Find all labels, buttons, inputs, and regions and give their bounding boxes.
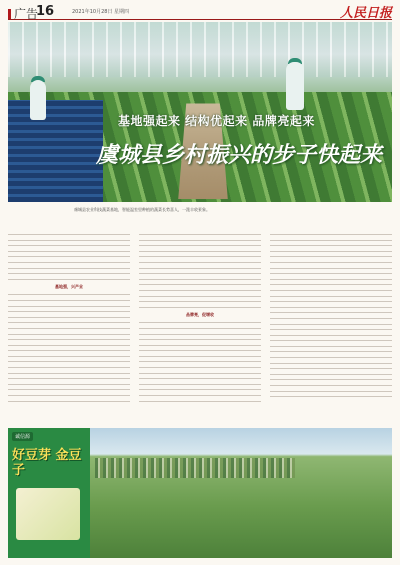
article-subhead: 基地强，兴产业	[55, 284, 83, 290]
seedling-trays	[8, 100, 103, 202]
hero-headline: 虞城县乡村振兴的步子快起来	[96, 142, 383, 168]
page-header	[8, 5, 392, 20]
field-workers	[95, 458, 295, 478]
page-number: 16	[36, 4, 55, 19]
bean-sprout-ad	[8, 428, 90, 558]
worker-figure	[30, 80, 46, 120]
worker-figure	[286, 62, 304, 110]
section-label: 广告	[8, 5, 38, 22]
article-subhead: 品牌亮，促增收	[186, 312, 214, 318]
ad-slogan: 好豆芽 金豆子	[12, 448, 82, 478]
article-column	[8, 232, 130, 412]
article-column	[139, 232, 261, 412]
article-column	[270, 232, 392, 412]
newspaper-logo: 人民日报	[339, 6, 392, 21]
product-package	[16, 488, 80, 540]
greenhouse-roof	[8, 22, 392, 77]
hero-subtitle: 基地强起来 结构优起来 品牌亮起来	[118, 114, 315, 128]
field-photo	[90, 428, 392, 558]
issue-date: 2021年10月28日 星期四	[72, 9, 130, 15]
ad-brand: 诚信源	[12, 432, 33, 441]
photo-caption: 虞城县农业科技蔬菜基地，智能温室里种植的蔬菜长势喜人，一派丰收景象。	[74, 207, 210, 212]
hero-photo	[8, 22, 392, 202]
